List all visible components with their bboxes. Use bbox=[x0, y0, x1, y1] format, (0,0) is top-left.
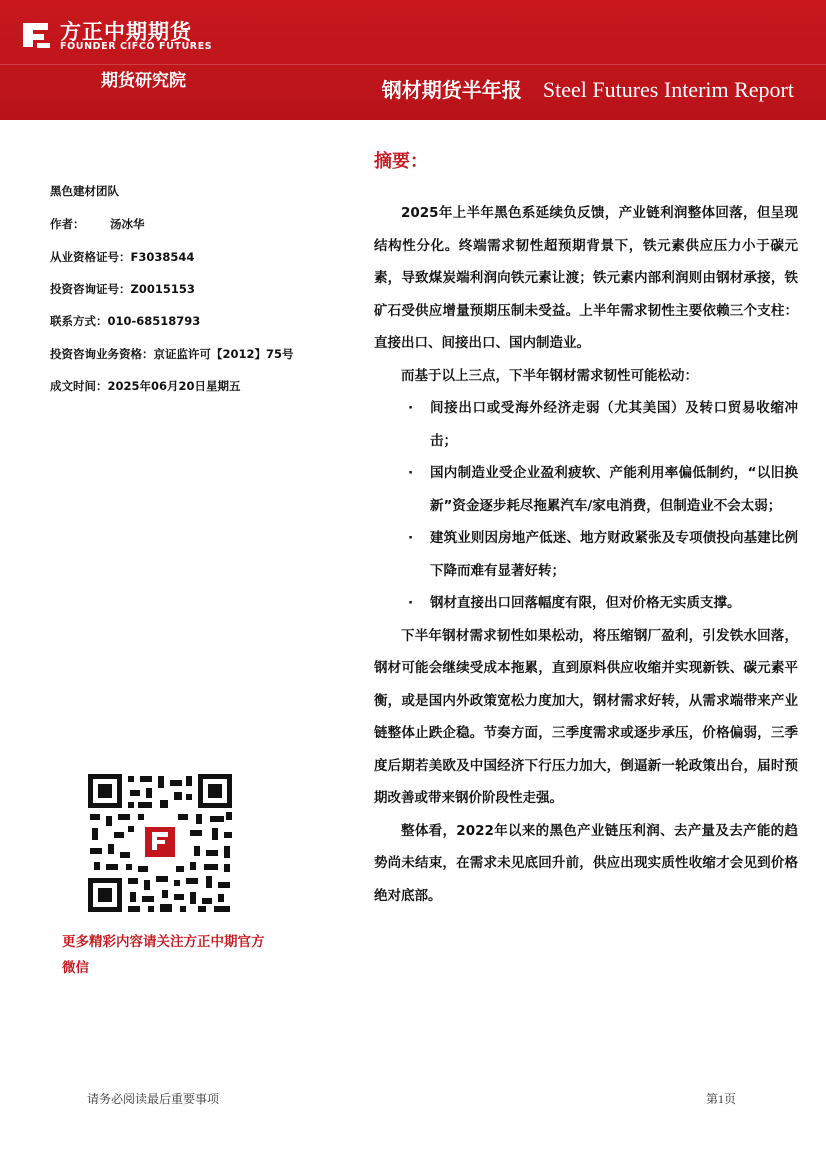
bullet-text: 钢材直接出口回落幅度有限，但对价格无实质支撑。 bbox=[430, 595, 741, 611]
license-number: 从业资格证号：F3038544 bbox=[50, 250, 195, 264]
bullet-icon: · bbox=[408, 465, 414, 481]
brand-name: 方正中期期货 bbox=[60, 20, 192, 44]
header-banner bbox=[0, 0, 826, 120]
contact-line: 联系方式：010-68518793 bbox=[50, 314, 201, 328]
page-number: 第1页 bbox=[706, 1092, 737, 1106]
summary-heading: 摘要： bbox=[374, 151, 428, 172]
bullet-item bbox=[374, 457, 798, 522]
bullet-text: 建筑业则因房地产低迷、地方财政紧张及专项债投向基建比例下降而难有显著好转； bbox=[430, 530, 798, 579]
summary-paragraph: 而基于以上三点，下半年钢材需求韧性可能松动： bbox=[401, 367, 698, 384]
report-title bbox=[382, 74, 794, 103]
qr-caption-line-1: 更多精彩内容请关注方正中期官方 bbox=[62, 934, 265, 950]
brand-name-en: FOUNDER CIFCO FUTURES bbox=[60, 41, 213, 52]
bullet-text: 间接出口或受海外经济走弱（尤其美国）及转口贸易收缩冲击； bbox=[430, 400, 798, 449]
bullet-icon: · bbox=[408, 530, 414, 546]
footer-disclaimer: 请务必阅读最后重要事项 bbox=[87, 1092, 220, 1106]
bullet-list bbox=[374, 392, 798, 620]
qr-caption-line-2: 微信 bbox=[62, 960, 89, 976]
bullet-text: 国内制造业受企业盈利疲软、产能利用率偏低制约，“以旧换新”资金逐步耗尽拖累汽车/家电消费，但制造业不会太弱； bbox=[430, 465, 798, 514]
summary-paragraph: 下半年钢材需求韧性如果松动，将压缩钢厂盈利，引发铁水回落，钢材可能会继续受成本拖累，直到原料供应收缩并实现新铁、碳元素平衡，或是国内外政策宽松力度加大，钢材需求好转，从需求端带来产业链整体止跌企稳。节奏方面，三季度需求或逐步承压，价格偏弱，三季度后期若美欧及中国经济下行压力加大，倒逼新一轮政策出台，届时预期改善或带来钢价阶段性走强。 bbox=[374, 627, 798, 806]
qualification-line: 投资咨询业务资格：京证监许可【2012】75号 bbox=[50, 347, 294, 361]
report-title-cn: 钢材期货半年报 bbox=[381, 78, 522, 102]
bullet-item bbox=[374, 392, 798, 457]
author-label: 作者： bbox=[50, 217, 85, 231]
team-name: 黑色建材团队 bbox=[50, 184, 119, 198]
bullet-item bbox=[374, 587, 798, 620]
bullet-icon: · bbox=[408, 595, 414, 611]
institute-name: 期货研究院 bbox=[101, 71, 186, 91]
bullet-item bbox=[374, 522, 798, 587]
date-line: 成文时间：2025年06月20日星期五 bbox=[50, 379, 241, 393]
author-name: 汤冰华 bbox=[110, 217, 145, 231]
consult-number: 投资咨询证号：Z0015153 bbox=[50, 282, 195, 296]
author-line bbox=[50, 216, 145, 232]
wechat-qr-code[interactable] bbox=[86, 772, 234, 914]
report-title-en: Steel Futures Interim Report bbox=[542, 77, 794, 102]
header-divider bbox=[0, 64, 826, 65]
summary-body bbox=[374, 197, 798, 912]
summary-paragraph: 整体看，2022年以来的黑色产业链压利润、去产量及去产能的趋势尚未结束，在需求未见底回升前，供应出现实质性收缩才会见到价格绝对底部。 bbox=[374, 822, 798, 904]
summary-paragraph: 2025年上半年黑色系延续负反馈，产业链利润整体回落，但呈现结构性分化。终端需求韧性超预期背景下，铁元素供应压力小于碳元素，导致煤炭端利润向铁元素让渡；铁元素内部利润则由钢材承接，铁矿石受供应增量预期压制未受益。上半年需求韧性主要依赖三个支柱：直接出口、间接出口、国内制造业。 bbox=[374, 205, 798, 351]
qr-caption bbox=[62, 929, 302, 981]
founder-logo-icon bbox=[20, 18, 53, 51]
bullet-icon: · bbox=[408, 400, 414, 416]
